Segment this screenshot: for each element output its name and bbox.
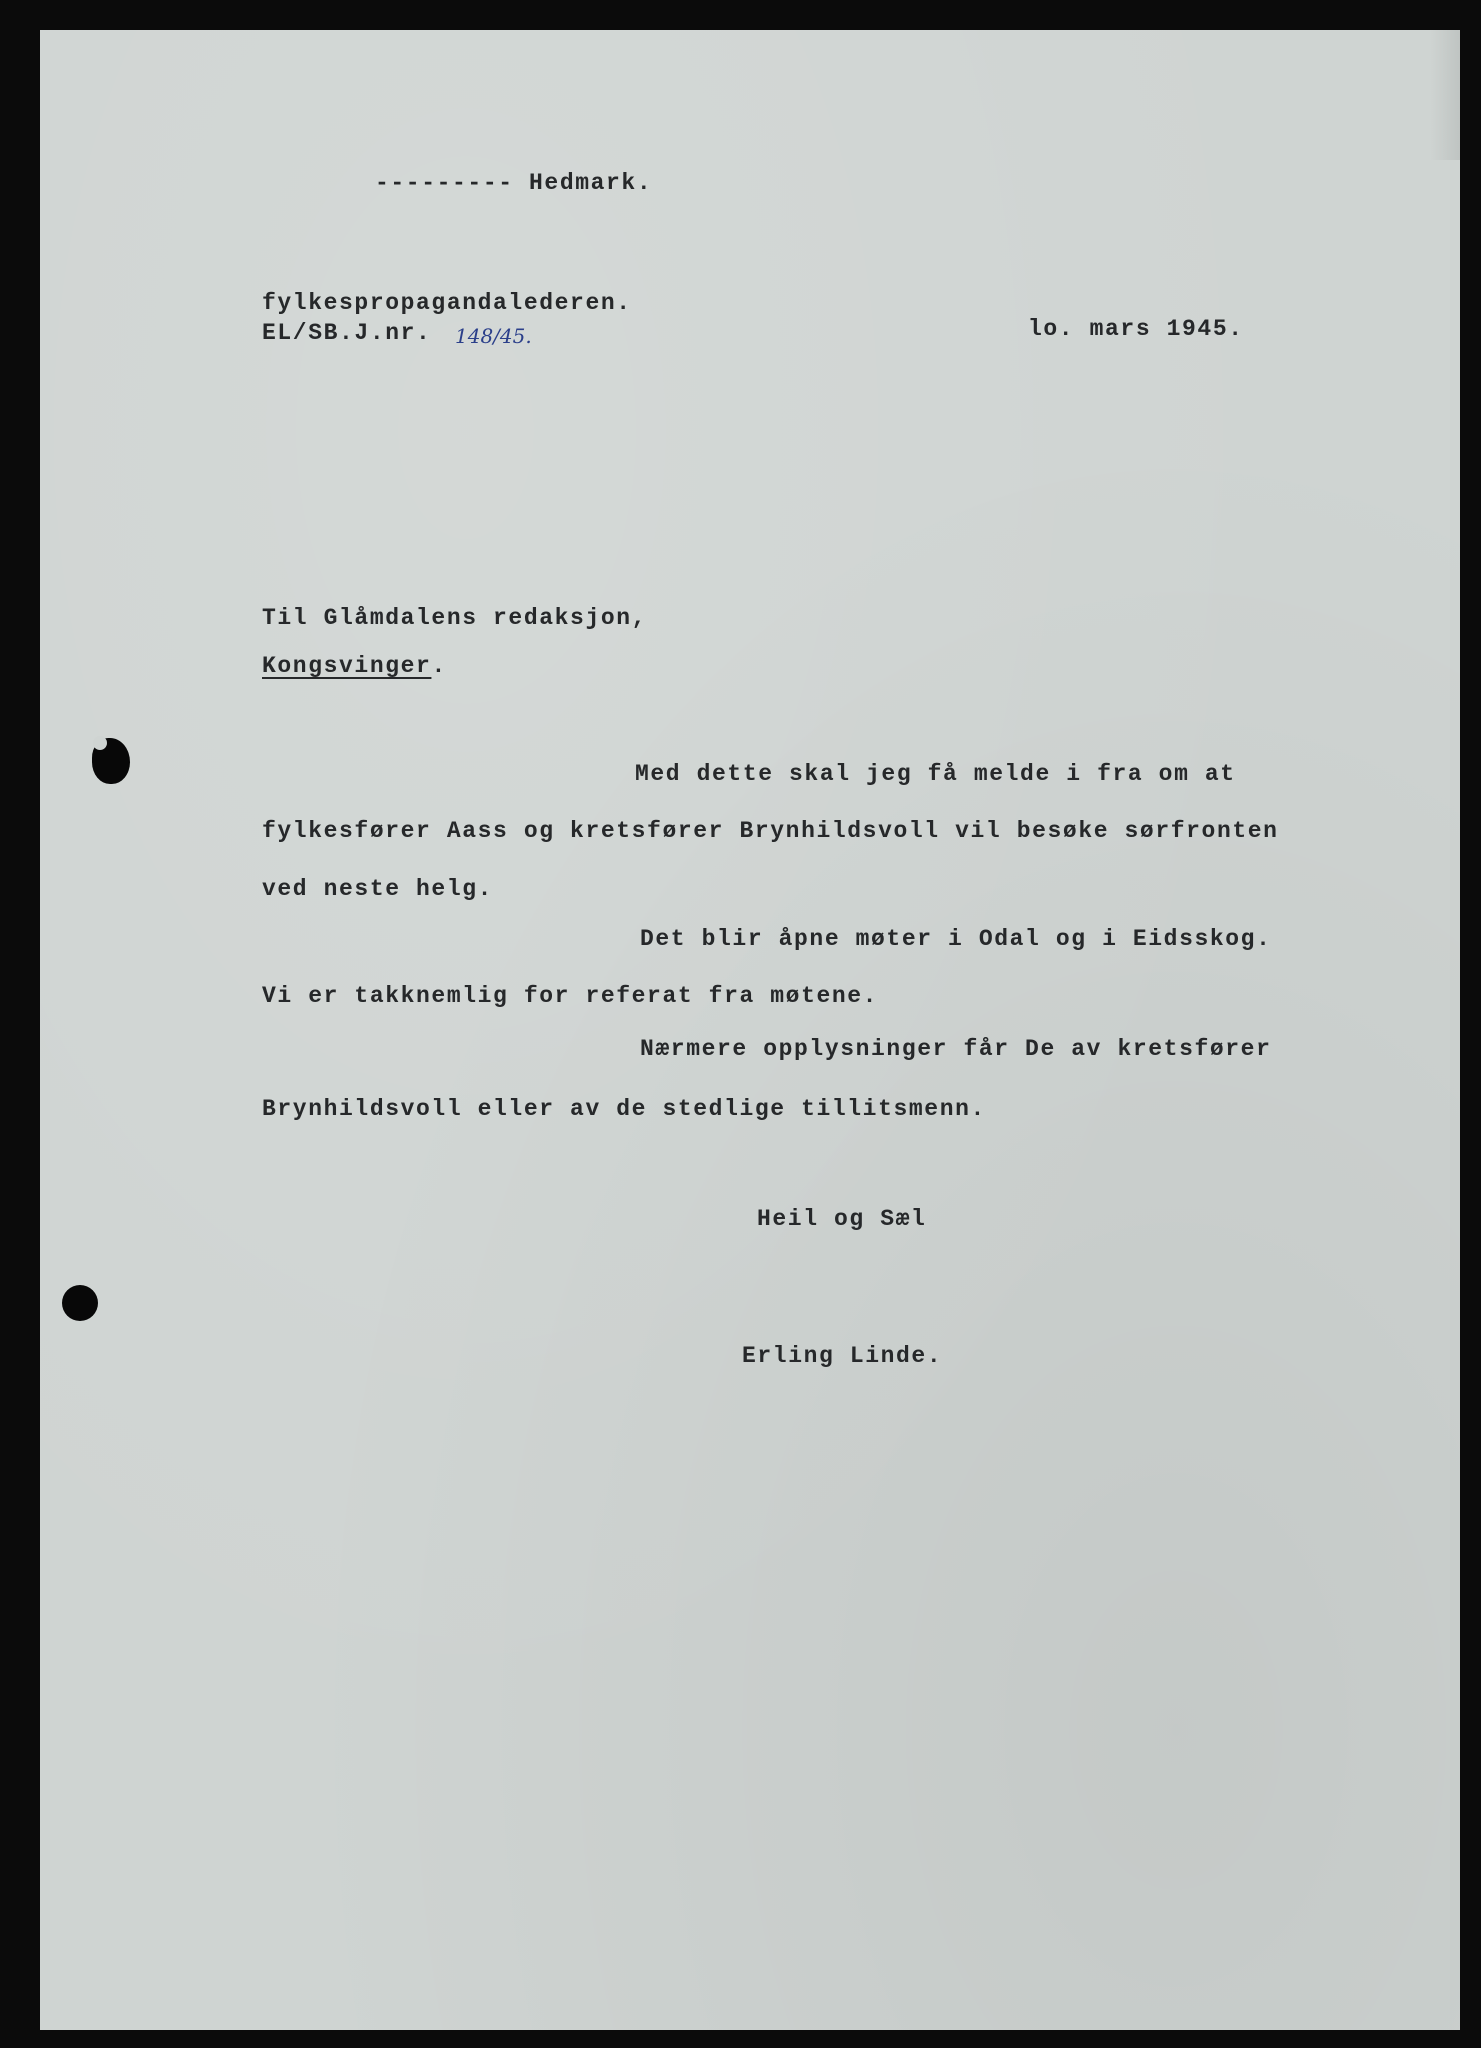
body-line-7: Brynhildsvoll eller av de stedlige tillitsmenn.	[262, 1096, 986, 1122]
body-line-2: fylkesfører Aass og kretsfører Brynhildsvoll vil besøke sørfronten	[262, 818, 1279, 844]
recipient-city: Kongsvinger	[262, 653, 432, 679]
body-line-1: Med dette skal jeg få melde i fra om at	[635, 761, 1236, 787]
body-line-6: Nærmere opplysninger får De av kretsfører	[640, 1036, 1272, 1062]
signature: Erling Linde.	[742, 1343, 943, 1369]
punch-hole-bottom	[62, 1285, 98, 1321]
body-line-3: ved neste helg.	[262, 876, 494, 902]
paper-edge	[1430, 30, 1460, 160]
header-org: --------- Hedmark.	[375, 170, 653, 196]
reference-handwritten: 148/45.	[455, 324, 532, 348]
body-line-5: Vi er takknemlig for referat fra møtene.	[262, 983, 879, 1009]
letter-date: lo. mars 1945.	[1028, 316, 1244, 342]
punch-hole-notch	[93, 736, 107, 750]
letter-sheet	[40, 30, 1460, 2030]
sender: fylkespropagandalederen.	[262, 290, 632, 316]
recipient-line-1: Til Glåmdalens redaksjon,	[262, 605, 648, 631]
closing: Heil og Sæl	[757, 1206, 927, 1232]
reference-number: EL/SB.J.nr.	[262, 320, 432, 346]
body-line-4: Det blir åpne møter i Odal og i Eidsskog.	[640, 926, 1272, 952]
recipient-line-2: Kongsvinger.	[262, 653, 447, 679]
